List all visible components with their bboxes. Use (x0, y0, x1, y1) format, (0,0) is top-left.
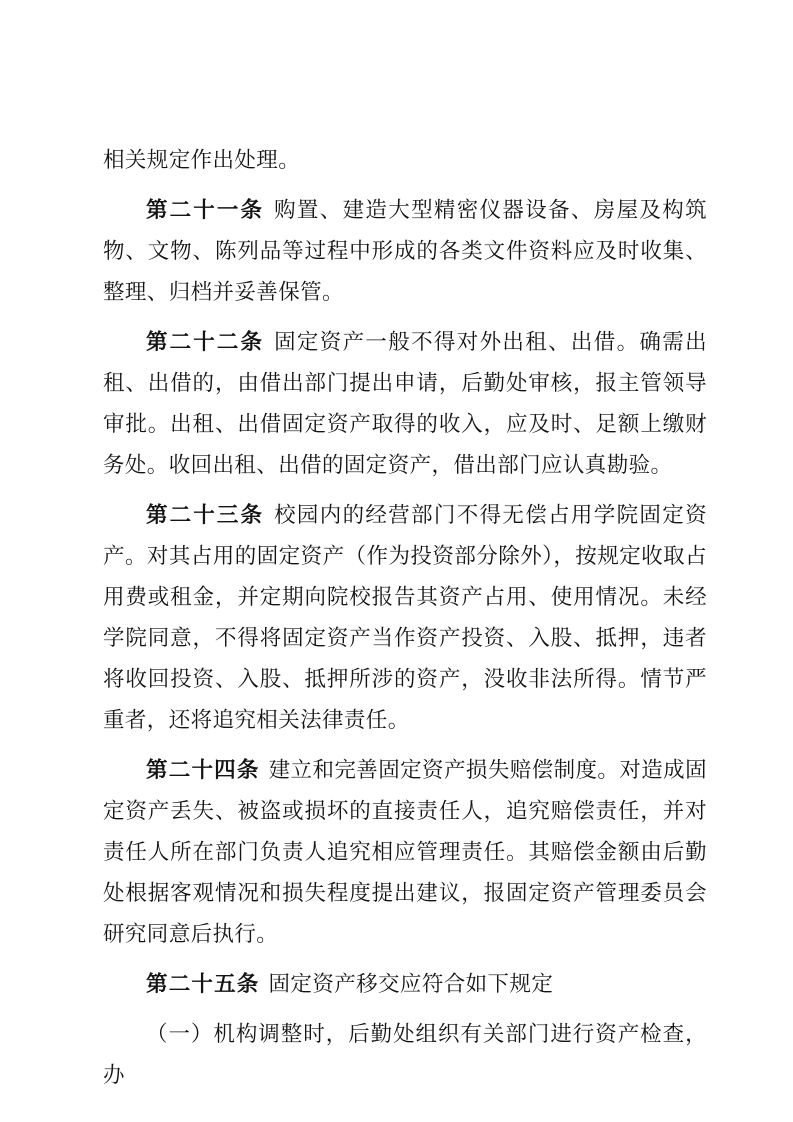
paragraph-text: 建立和完善固定资产损失赔偿制度。对造成固定资产丢失、被盗或损坏的直接责任人，追究赔偿责任，并对责任人所在部门负责人追究相应管理责任。其赔偿金额由后勤处根据客观情况和损失程度提出建议，报固定资产管理委员会研究同意后执行。 (103, 758, 707, 946)
paragraph-article-22 (103, 322, 707, 486)
clause-label: 第二十四条 (146, 758, 260, 782)
paragraph-article-21 (103, 190, 707, 313)
paragraph-article-23 (103, 495, 707, 741)
paragraph-text: 相关规定作出处理。 (103, 148, 301, 172)
paragraph-text: 固定资产一般不得对外出租、出借。确需出租、出借的，由借出部门提出申请，后勤处审核，报主管领导审批。出租、出借固定资产取得的收入，应及时、足额上缴财务处。收回出租、出借的固定资产，借出部门应认真勘验。 (103, 330, 707, 477)
clause-label: 第二十一条 (146, 198, 265, 222)
paragraph-text: 校园内的经营部门不得无偿占用学院固定资产。对其占用的固定资产（作为投资部分除外），按规定收取占用费或租金，并定期向院校报告其资产占用、使用情况。未经学院同意，不得将固定资产当作资产投资、入股、抵押，违者将收回投资、入股、抵押所涉的资产，没收非法所得。情节严重者，还将追究相关法律责任。 (103, 503, 707, 732)
paragraph-text: （一）机构调整时，后勤处组织有关部门进行资产检查，办 (103, 1022, 707, 1087)
clause-label: 第二十三条 (146, 503, 265, 527)
paragraph-article-24 (103, 750, 707, 955)
paragraph-continuation (103, 140, 707, 181)
paragraph-article-25 (103, 964, 707, 1005)
paragraph-text: 购置、建造大型精密仪器设备、房屋及构筑物、文物、陈列品等过程中形成的各类文件资料应及时收集、整理、归档并妥善保管。 (103, 198, 707, 304)
paragraph-item-1 (103, 1014, 707, 1096)
clause-label: 第二十五条 (146, 972, 260, 996)
paragraph-text: 固定资产移交应符合如下规定 (268, 972, 554, 996)
clause-label: 第二十二条 (146, 330, 265, 354)
document-body (103, 140, 707, 1096)
